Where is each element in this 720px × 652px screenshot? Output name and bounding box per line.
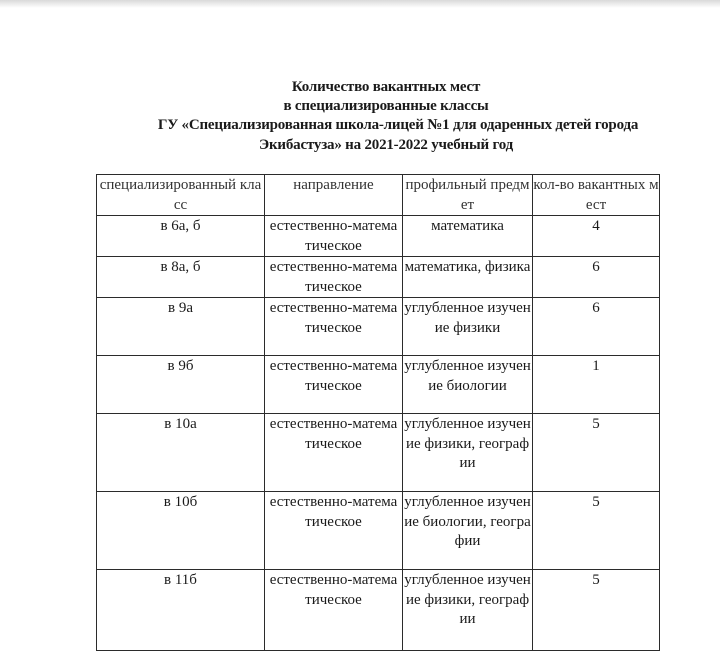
table-row [97, 414, 660, 492]
cell-count: 4 [533, 216, 660, 257]
page-top-edge [0, 0, 720, 8]
cell-count: 5 [533, 492, 660, 570]
header-count: кол-во вакантных мест [533, 175, 660, 216]
cell-subject: математика [403, 216, 533, 257]
cell-direction: естественно-математическое [265, 492, 403, 570]
title-line-1: Количество вакантных мест [291, 79, 481, 95]
cell-subject: математика, физика [403, 257, 533, 298]
cell-direction: естественно-математическое [265, 216, 403, 257]
cell-count: 6 [533, 298, 660, 356]
cell-class: в 11б [97, 570, 265, 651]
table-row [97, 216, 660, 257]
cell-class: в 6а, б [97, 216, 265, 257]
header-class: специализированный класс [97, 175, 265, 216]
title-line-4: Экибастуза» на 2021-2022 учебный год [259, 137, 513, 153]
cell-subject: углубленное изучение биологии, географии [403, 492, 533, 570]
cell-count: 5 [533, 570, 660, 651]
cell-subject: углубленное изучение физики, географии [403, 414, 533, 492]
cell-count: 1 [533, 356, 660, 414]
vacancy-table [96, 174, 660, 651]
table-row [97, 492, 660, 570]
cell-count: 5 [533, 414, 660, 492]
cell-class: в 10а [97, 414, 265, 492]
cell-class: в 9б [97, 356, 265, 414]
cell-direction: естественно-математическое [265, 257, 403, 298]
table-row [97, 356, 660, 414]
table-header-row [97, 175, 660, 216]
cell-direction: естественно-математическое [265, 298, 403, 356]
cell-direction: естественно-математическое [265, 414, 403, 492]
cell-subject: углубленное изучение физики, географии [403, 570, 533, 651]
title-line-3: ГУ «Специализированная школа-лицей №1 для одаренных детей города [157, 117, 639, 133]
cell-direction: естественно-математическое [265, 570, 403, 651]
cell-subject: углубленное изучение биологии [403, 356, 533, 414]
cell-class: в 10б [97, 492, 265, 570]
cell-class: в 9а [97, 298, 265, 356]
table-row [97, 257, 660, 298]
table-row [97, 298, 660, 356]
table-row [97, 570, 660, 651]
header-direction: направление [265, 175, 403, 216]
cell-class: в 8а, б [97, 257, 265, 298]
cell-subject: углубленное изучение физики [403, 298, 533, 356]
header-subject: профильный предмет [403, 175, 533, 216]
cell-direction: естественно-математическое [265, 356, 403, 414]
title-line-2: в специализированные классы [283, 98, 489, 114]
cell-count: 6 [533, 257, 660, 298]
